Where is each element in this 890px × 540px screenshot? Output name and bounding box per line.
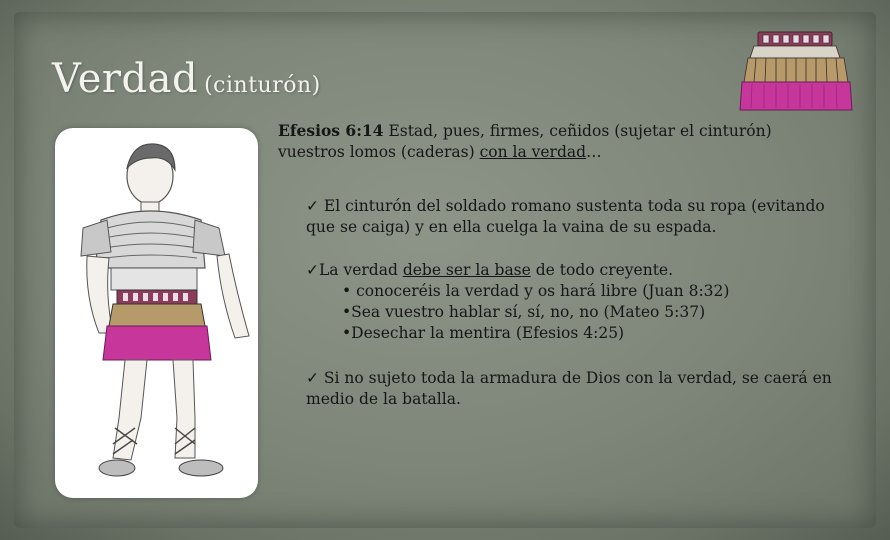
soldier-illustration-card [55,128,258,498]
roman-belt-icon [736,28,856,114]
verse-ellipsis: … [586,143,602,161]
verse-underlined: con la verdad [479,143,587,161]
point-armor-text: ✓ Si no sujeto toda la armadura de Dios con la verdad, se caerá en medio de la batalla. [306,369,832,408]
title-main: Verdad [52,56,199,102]
verse-text: Estad, pues, firmes, ceñidos (sujetar el cinturón) vuestros lomos (caderas) [278,122,772,161]
point-truth-prefix: ✓La verdad [306,261,398,279]
slide-title [52,56,321,102]
point-truth-underlined: debe ser la base [402,261,531,279]
point-armor [306,368,836,410]
sub-item-efesios: •Desechar la mentira (Efesios 4:25) [342,324,625,342]
sub-item-juan: • conoceréis la verdad y os hará libre (Juan 8:32) [342,282,730,300]
point-truth-suffix: de todo creyente. [535,261,674,279]
sub-item-mateo: •Sea vuestro hablar sí, sí, no, no (Mateo 5:37) [342,303,706,321]
point-belt-text: ✓ El cinturón del soldado romano sustenta toda su ropa (evitando que se caiga) y en ella cuelga la vaina de su espada. [306,197,825,236]
point-truth [306,260,836,344]
roman-soldier-icon [55,128,258,498]
title-sub: (cinturón) [204,73,321,98]
verse-reference: Efesios 6:14 [278,121,384,140]
verse-block [278,120,838,163]
point-belt [306,196,836,238]
